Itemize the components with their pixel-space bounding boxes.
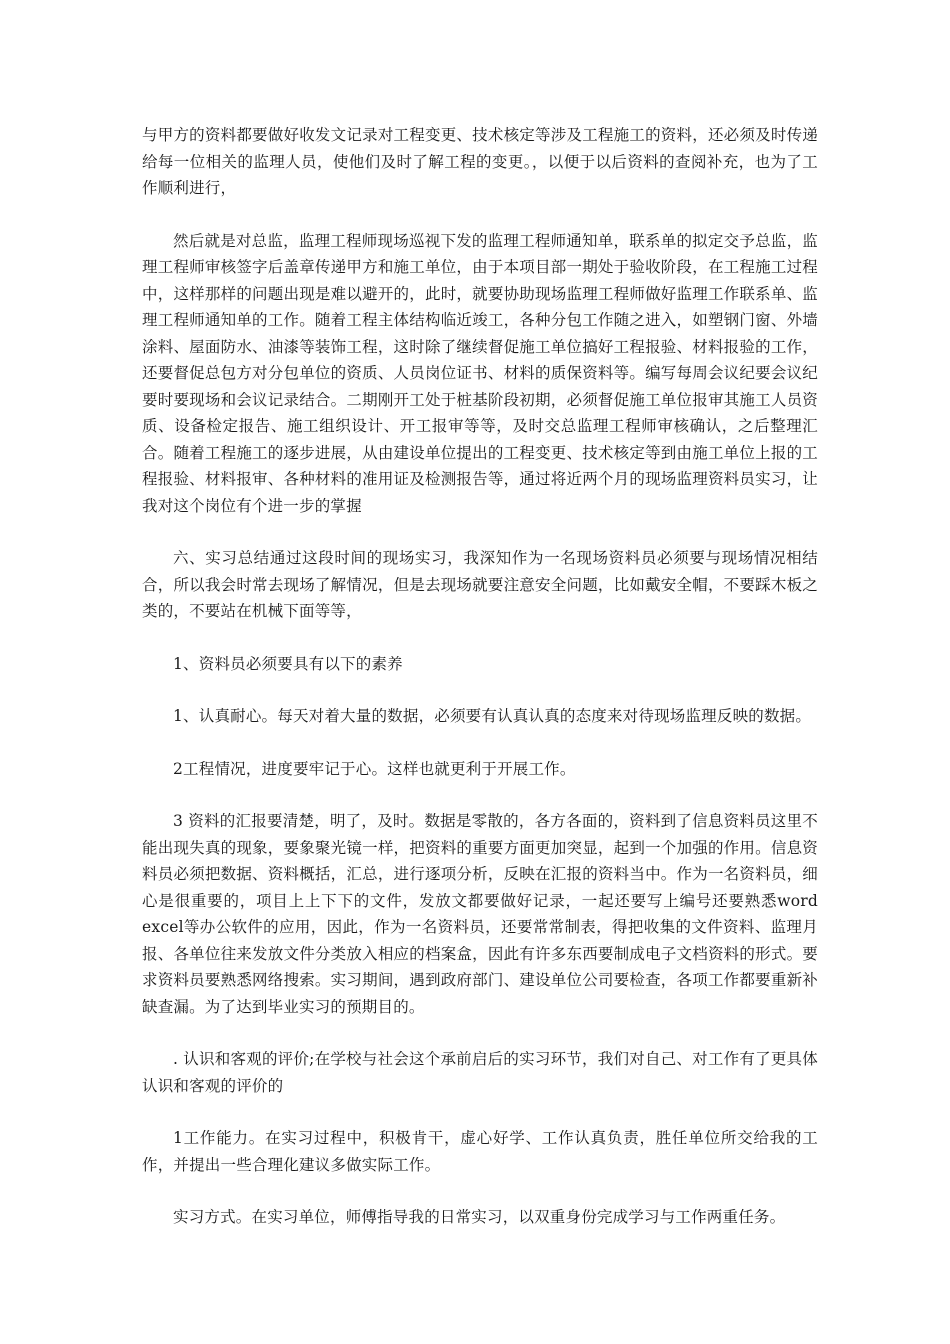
- paragraph-7: 3 资料的汇报要清楚，明了，及时。数据是零散的，各方各面的，资料到了信息资料员这里不能出现失真的现象，要象聚光镜一样，把资料的重要方面更加突显，起到一个加强的作用。信息资料员必须把数据、资料概括，汇总，进行逐项分析，反映在汇报的资料当中。作为一名资料员，细心是很重要的，项目上上下下的文件，发放文都要做好记录，一起还要写上编号还要熟悉word excel等办公软件的应用，因此，作为一名资料员，还要常常制表，得把收集的文件资料、监理月报、各单位往来发放文件分类放入相应的档案盒，因此有许多东西要制成电子文档资料的形式。要求资料员要熟悉网络搜索。实习期间，遇到政府部门、建设单位公司要检查，各项工作都要重新补缺查漏。为了达到毕业实习的预期目的。: [142, 812, 818, 1016]
- document-body: [142, 122, 818, 1257]
- paragraph-1: 与甲方的资料都要做好收发文记录对工程变更、技术核定等涉及工程施工的资料，还必须及时传递给每一位相关的监理人员，使他们及时了解工程的变更。，以便于以后资料的查阅补充，也为了工作顺利进行，: [142, 126, 818, 197]
- paragraph-5: 1、认真耐心。每天对着大量的数据，必须要有认真认真的态度来对待现场监理反映的数据。: [173, 707, 812, 725]
- paragraph-2: 然后就是对总监，监理工程师现场巡视下发的监理工程师通知单，联系单的拟定交予总监，监理工程师审核签字后盖章传递甲方和施工单位，由于本项目部一期处于验收阶段，在工程施工过程中，这样那样的问题出现是难以避开的，此时，就要协助现场监理工程师做好监理工作联系单、监理工程师通知单的工作。随着工程主体结构临近竣工，各种分包工作随之进入，如塑钢门窗、外墙涂料、屋面防水、油漆等装饰工程，这时除了继续督促施工单位搞好工程报验、材料报验的工作，还要督促总包方对分包单位的资质、人员岗位证书、材料的质保资料等。编写每周会议纪要会议纪要时要现场和会议记录结合。二期刚开工处于桩基阶段初期，必须督促施工单位报审其施工人员资质、设备检定报告、施工组织设计、开工报审等等，及时交总监理工程师审核确认，之后整理汇合。随着工程施工的逐步进展，从由建设单位提出的工程变更、技术核定等到由施工单位上报的工程报验、材料报审、各种材料的准用证及检测报告等，通过将近两个月的现场监理资料员实习，让我对这个岗位有个进一步的掌握: [142, 231, 818, 515]
- paragraph-8: . 认识和客观的评价;在学校与社会这个承前启后的实习环节，我们对自己、对工作有了更具体认识和客观的评价的: [142, 1050, 818, 1095]
- paragraph-4: 1、资料员必须要具有以下的素养: [173, 654, 403, 673]
- paragraph-10: 实习方式。在实习单位，师傅指导我的日常实习，以双重身份完成学习与工作两重任务。: [173, 1208, 786, 1226]
- paragraph-3: 六、实习总结通过这段时间的现场实习，我深知作为一名现场资料员必须要与现场情况相结合，所以我会时常去现场了解情况，但是去现场就要注意安全问题，比如戴安全帽，不要踩木板之类的，不要站在机械下面等等，: [142, 549, 818, 620]
- paragraph-9: 1工作能力。在实习过程中，积极肯干，虚心好学、工作认真负责，胜任单位所交给我的工作，并提出一些合理化建议多做实际工作。: [142, 1129, 818, 1174]
- paragraph-6: 2工程情况，进度要牢记于心。这样也就更利于开展工作。: [173, 759, 576, 778]
